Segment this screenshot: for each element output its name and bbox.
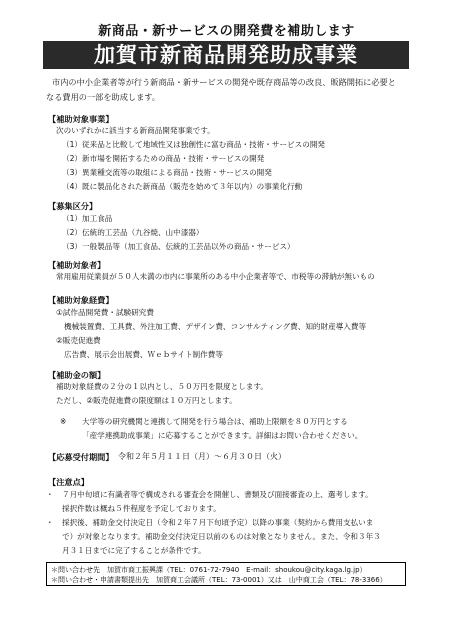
expense-category-2: ②販売促進費 (56, 336, 101, 345)
section-heading-target-project: 【補助対象事業】 (48, 114, 114, 124)
intro-line-1: 市内の中小企業者等が行う新商品・新サービスの開発や既存商品等の改良、販路開拓に必要と (52, 77, 396, 87)
expense-category-1: ①試作品開発費・試験研究費 (56, 308, 154, 317)
category-item: （3）一般製品等（加工食品、伝統的工芸品以外の商品・サービス） (62, 242, 295, 251)
intro-paragraph (46, 75, 424, 105)
contact-box (46, 562, 406, 586)
target-project-item: （1）従来品と比較して地域性又は独創性に富む商品・技術・サービスの開発 (62, 140, 326, 149)
special-note-line-2: 「産学連携助成事業」に応募することができます。詳細はお問い合わせください。 (82, 431, 363, 440)
section-heading-amount: 【補助金の額】 (48, 370, 106, 380)
note-2-line-1: 採択後、補助金交付決定日（令和２年７月下旬頃予定）以降の事業（契約から費用支払いま (62, 518, 374, 527)
section-heading-expenses: 【補助対象経費】 (48, 295, 114, 305)
application-period: 令和２年５月１１日（月）～６月３０日（火） (118, 452, 286, 461)
category-item: （1）加工食品 (62, 214, 113, 223)
amount-line-1: 補助対象経費の２分の１以内とし、５０万円を限度とします。 (56, 382, 269, 391)
contact-line-2: ＊問い合わせ・申請書類提出先 加賀商工会議所（TEL：73-0001）又は 山中商工会（TEL：78-3366） (51, 576, 387, 584)
section-heading-notes: 【注意点】 (48, 477, 89, 487)
note-1-line-2: 採択件数は概ね５件程度を予定しております。 (62, 504, 221, 513)
note-2-line-3: 月３１日までに完了することが条件です。 (62, 546, 206, 555)
target-project-item: （4）既に製品化された新商品（販売を始めて３年以内）の事業化行動 (62, 182, 303, 191)
target-project-lead: 次のいずれかに該当する新商品開発事業です。 (56, 126, 215, 135)
subtitle: 新商品・新サービスの開発費を補助します (98, 24, 355, 39)
contact-line-1: ＊問い合わせ先 加賀市商工振興課（TEL：0761-72-7940 E-mail：shoukou@city.kaga.lg.jp） (51, 566, 367, 574)
note-2-line-2: で）が対象となります。補助金交付決定日以前のものは対象となりません。また、令和３年３ (62, 532, 381, 541)
note-1-line-1: ７月中旬頃に有識者等で構成される審査会を開催し、書類及び面接審査の上、選考します。 (62, 490, 373, 499)
eligible-text: 常用雇用従業員が５０人未満の市内に事業所のある中小企業者等で、市税等の滞納が無いもの (56, 272, 375, 281)
category-item: （2）伝統的工芸品（九谷焼、山中漆器） (62, 228, 204, 237)
expense-detail-2: 広告費、展示会出展費、Ｗｅｂサイト制作費等 (64, 350, 223, 359)
target-project-item: （3）異業種交流等の取組による商品・技術・サービスの開発 (62, 168, 272, 177)
expense-detail-1: 機械装置費、工具費、外注加工費、デザイン費、コンサルティング費、知的財産導入費等 (64, 322, 367, 331)
note-bullet: ・ (46, 518, 54, 527)
page-title-banner: 加賀市新商品開発助成事業 (43, 41, 409, 69)
special-note-line-1: 大学等の研究機関と連携して開発を行う場合は、補助上限額を８０万円とする (82, 417, 348, 426)
section-heading-period: 【応募受付期間】 (48, 452, 114, 462)
intro-line-2: なる費用の一部を助成します。 (46, 92, 160, 102)
amount-line-2: ただし、②販売促進費の限度額は１０万円とします。 (56, 396, 237, 405)
section-heading-eligible: 【補助対象者】 (48, 260, 106, 270)
section-heading-categories: 【募集区分】 (48, 201, 98, 211)
target-project-item: （2）新市場を開拓するための商品・技術・サービスの開発 (62, 154, 265, 163)
special-note-mark: ※ (60, 417, 67, 426)
note-bullet: ・ (46, 490, 54, 499)
